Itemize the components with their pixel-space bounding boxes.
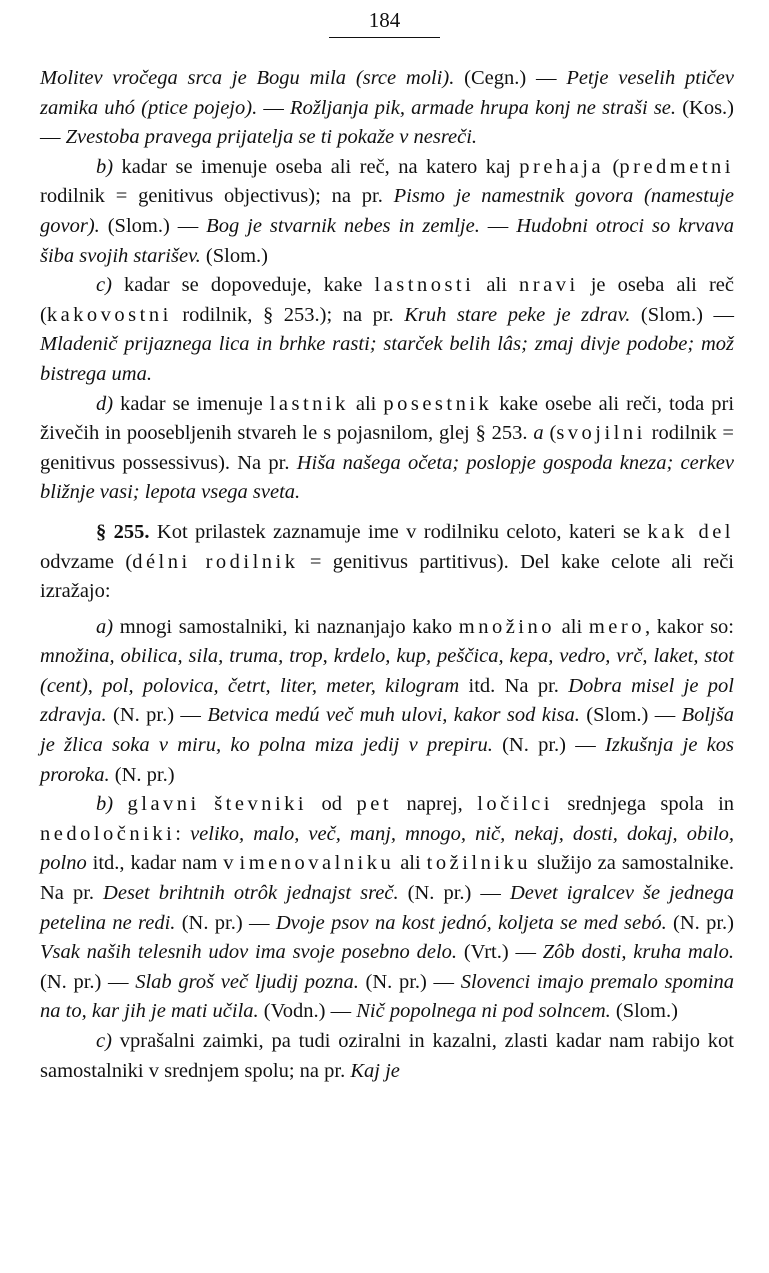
spaced-term: délni rodilnik: [132, 550, 299, 573]
italic-text: Slovenci imajo premalo spomina na to, kar jih je mati učila.: [40, 970, 734, 1023]
page-body: [40, 64, 734, 1086]
paragraph: [40, 1027, 734, 1086]
text-run: rodilnik, § 253.); na pr.: [171, 303, 405, 326]
italic-text: Vsak naših telesnih udov ima svoje posebno delo.: [40, 941, 458, 964]
italic-text: d): [96, 392, 114, 415]
text-run: (Slom.) —: [630, 303, 735, 326]
spaced-term: kak del: [647, 520, 734, 543]
text-run: ali: [394, 852, 427, 875]
spaced-term: lastnosti: [374, 274, 475, 297]
page-number: 184: [368, 8, 401, 32]
italic-text: veliko, malo, več, manj, mnogo, nič, nekaj, dosti, dokaj, obilo, polno: [40, 822, 735, 875]
text-run: = genitivus partitivus). Del kake celote ali reči izražajo:: [40, 550, 735, 603]
text-run: (Slom.): [200, 244, 268, 267]
paragraph: [40, 64, 734, 153]
text-run: (Vrt.) —: [457, 941, 543, 964]
text-run: (N. pr.): [666, 911, 735, 934]
text-run: Kot prilastek zaznamuje ime v rodilniku celoto, kateri se: [149, 520, 648, 543]
italic-text: Betvica medú več muh ulovi, kakor sod kisa.: [207, 704, 580, 727]
text-run: od: [307, 793, 357, 816]
text-run: (N. pr.): [109, 763, 175, 786]
text-run: [200, 793, 214, 815]
text-run: vprašalni zaimki, pa tudi oziralni in kazalni, zlasti kadar nam rabijo kot samostalniki v srednjem spolu; na pr.: [40, 1030, 734, 1082]
paragraph: [40, 271, 734, 389]
italic-text: Hudobni otroci so krvava šiba svojih starišev.: [40, 214, 734, 267]
spaced-term: tožilniku: [426, 852, 532, 875]
italic-text: a): [96, 615, 114, 638]
text-run: (N. pr.) —: [358, 970, 461, 993]
italic-text: b): [96, 793, 114, 816]
italic-text: b): [96, 155, 114, 178]
text-run: (Cegn.) —: [454, 67, 567, 89]
section-number: § 255.: [96, 520, 150, 543]
text-run: kadar se imenuje: [113, 392, 270, 415]
spaced-term: svojilni: [556, 422, 646, 445]
text-run: (Slom.): [610, 1000, 678, 1023]
text-run: je oseba ali reč (: [40, 274, 734, 326]
text-run: —: [479, 214, 517, 237]
spaced-term: nravi: [519, 274, 579, 297]
spaced-term: množino: [458, 615, 556, 638]
text-run: (N. pr.) —: [398, 882, 510, 905]
italic-text: Zvestoba pravega prijatelja se ti pokaže v nesreči.: [65, 126, 478, 149]
text-run: mnogi samostalniki, ki naznanjajo kako: [113, 615, 459, 638]
text-run: naprej,: [392, 793, 478, 816]
italic-text: Bog je stvarnik nebes in zemlje.: [206, 214, 480, 237]
text-run: [113, 793, 127, 815]
italic-text: c): [96, 1030, 112, 1052]
italic-text: a: [533, 422, 544, 445]
text-run: srednjega spola in: [552, 793, 735, 816]
text-run: (: [604, 155, 620, 178]
spaced-term: lastnik: [269, 392, 349, 415]
text-run: (Slom.) —: [579, 704, 682, 727]
italic-text: Dobra misel je pol zdravja.: [40, 674, 734, 727]
header-rule: [329, 37, 440, 38]
italic-text: Zôb dosti, kruha malo.: [542, 941, 734, 964]
text-run: (Vodn.) —: [258, 1000, 357, 1023]
spaced-term: prehaja: [519, 155, 605, 178]
paragraph: [40, 390, 734, 508]
text-run: :: [175, 822, 191, 845]
text-run: kake osebe ali reči, toda pri živečih in poosebljenih stvareh le s pojasnilom, glej § 253.: [40, 392, 735, 445]
spaced-term: števniki: [214, 793, 308, 816]
italic-text: Dvoje psov na kost jednó, koljeta se med sebó.: [275, 911, 667, 934]
italic-text: Hiša našega očeta; poslopje gospoda kneza; cerkev bližnje vasi; lepota vsega sveta.: [40, 451, 734, 504]
text-run: služijo za samostalnike. Na pr.: [40, 852, 734, 905]
text-run: (Kos.) —: [40, 96, 735, 149]
italic-text: Nič popolnega ni pod solncem.: [356, 1000, 611, 1023]
text-run: —: [257, 96, 291, 119]
paragraph: [40, 613, 734, 791]
text-run: kadar se imenuje oseba ali reč, na katero kaj: [113, 155, 520, 178]
text-run: ali: [474, 274, 520, 297]
text-run: odvzame (: [40, 550, 133, 573]
section-paragraph: [40, 518, 734, 607]
spaced-term: glavni: [127, 793, 200, 816]
italic-text: Petje veselih ptičev zamika uhó (ptice pojejo).: [40, 67, 734, 119]
spaced-term: nedoločniki: [40, 822, 176, 845]
italic-text: Pismo je namestnik govora (namestuje govor).: [40, 185, 734, 237]
spaced-term: predmetni: [619, 155, 734, 178]
italic-text: Boljša je žlica soka v miru, ko polna miza jedij v prepiru.: [40, 704, 734, 757]
text-run: itd. Na pr.: [459, 674, 569, 697]
text-run: (N. pr.) —: [175, 911, 276, 934]
spaced-term: pet: [356, 793, 393, 816]
text-run: ali: [348, 392, 384, 415]
spaced-term: ločilci: [477, 793, 553, 816]
italic-text: Rožljanja pik, armade hrupa konj ne straši se.: [290, 96, 677, 119]
italic-text: Kaj je: [350, 1059, 400, 1082]
text-run: rodilnik = genitivus possessivus). Na pr.: [40, 422, 734, 474]
text-run: (N. pr.) —: [492, 734, 606, 757]
text-run: ali: [555, 615, 589, 638]
text-run: (Slom.) —: [99, 214, 207, 237]
paragraph: [40, 153, 734, 271]
italic-text: Molitev vročega srca je Bogu mila (srce moli).: [40, 67, 455, 89]
text-run: (N. pr.) —: [106, 704, 208, 727]
italic-text: c): [96, 274, 112, 297]
spaced-term: kakovostni: [46, 303, 172, 326]
italic-text: Mladenič prijaznega lica in brhke rasti; starček belih lâs; zmaj divje podobe; mož bistrega uma.: [40, 333, 734, 385]
italic-text: Izkušnja je kos proroka.: [40, 734, 735, 786]
spaced-term: mero: [588, 615, 645, 638]
text-run: , kakor so:: [644, 615, 734, 638]
spaced-term: imenovalniku: [239, 852, 395, 875]
text-run: rodilnik = genitivus objectivus); na pr.: [40, 185, 394, 208]
text-run: kadar se dopoveduje, kake: [111, 274, 375, 297]
text-run: (: [543, 422, 557, 445]
italic-text: Deset brihtnih otrôk jednajst sreč.: [103, 882, 399, 905]
paragraph: [40, 790, 734, 1027]
italic-text: množina, obilica, sila, truma, trop, krdelo, kup, peščica, kepa, vedro, vrč, laket, stot (cent), pol, polovica, četrt, liter, meter, kilogram: [40, 645, 734, 697]
text-run: (N. pr.) —: [40, 970, 136, 993]
italic-text: Kruh stare peke je zdrav.: [404, 303, 631, 326]
spaced-term: posestnik: [383, 392, 493, 415]
italic-text: Slab groš več ljudij pozna.: [135, 970, 359, 993]
italic-text: Devet igralcev še jednega petelina ne redi.: [40, 882, 734, 934]
text-run: itd., kadar nam v: [86, 852, 240, 875]
